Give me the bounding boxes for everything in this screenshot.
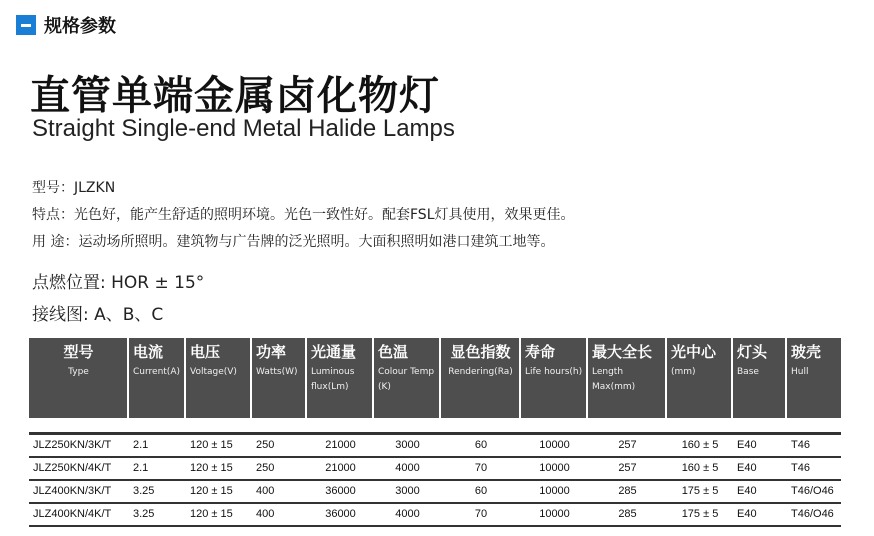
header-cell-base: 灯头 Base [733, 338, 787, 418]
cell-colour-temp: 3000 [395, 485, 420, 497]
cell-light-center: 160 ± 5 [681, 439, 719, 451]
minus-icon[interactable] [16, 15, 36, 35]
cell-base: E40 [737, 462, 757, 474]
cell-hull: T46 [791, 439, 810, 451]
table-row [29, 435, 841, 458]
cell-watts: 250 [256, 439, 275, 451]
cell-length-max: 285 [618, 508, 637, 520]
cell-light-center: 160 ± 5 [681, 462, 719, 474]
burning-position: 点燃位置: HOR ± 15° [32, 273, 205, 293]
cell-type: JLZ250KN/3K/T [33, 439, 112, 451]
cell-luminous-flux: 21000 [325, 462, 356, 474]
cell-type: JLZ250KN/4K/T [33, 462, 112, 474]
product-title-cn: 直管单端金属卤化物灯 [30, 73, 440, 119]
features-line: 特点：光色好，能产生舒适的照明环境。光色一致性好。配套FSL灯具使用，效果更佳。 [32, 207, 575, 223]
header-cell-length-max: 最大全长 Length Max(mm) [588, 338, 667, 418]
cell-rendering: 70 [474, 508, 488, 520]
cell-length-max: 257 [618, 462, 637, 474]
cell-rendering: 60 [474, 485, 488, 497]
cell-type: JLZ400KN/4K/T [33, 508, 112, 520]
cell-life-hours: 10000 [539, 462, 570, 474]
table-row [29, 481, 841, 504]
table-header-row [29, 338, 841, 418]
table-row [29, 458, 841, 481]
cell-life-hours: 10000 [539, 485, 570, 497]
cell-base: E40 [737, 485, 757, 497]
cell-life-hours: 10000 [539, 439, 570, 451]
cell-hull: T46/O46 [791, 508, 834, 520]
usage-line: 用 途：运动场所照明。建筑物与广告牌的泛光照明。大面积照明如港口建筑工地等。 [32, 234, 555, 250]
cell-voltage: 120 ± 15 [190, 485, 233, 497]
section-header [16, 12, 116, 38]
cell-luminous-flux: 36000 [325, 508, 356, 520]
cell-hull: T46 [791, 462, 810, 474]
cell-base: E40 [737, 439, 757, 451]
header-cell-hull: 玻壳 Hull [791, 343, 822, 377]
cell-length-max: 285 [618, 485, 637, 497]
cell-type: JLZ400KN/3K/T [33, 485, 112, 497]
header-cell-luminous-flux: 光通量 Luminous flux(Lm) [307, 338, 374, 418]
header-cell-current: 电流 Current(A) [129, 338, 186, 418]
header-cell-rendering: 显色指数 Rendering(Ra) [441, 338, 521, 418]
cell-voltage: 120 ± 15 [190, 462, 233, 474]
cell-colour-temp: 4000 [395, 462, 420, 474]
cell-voltage: 120 ± 15 [190, 439, 233, 451]
header-cell-voltage: 电压 Voltage(V) [186, 338, 252, 418]
cell-length-max: 257 [618, 439, 637, 451]
header-cell-watts: 功率 Watts(W) [252, 338, 307, 418]
model-line: 型号：JLZKN [32, 180, 116, 196]
cell-life-hours: 10000 [539, 508, 570, 520]
header-cell-life-hours: 寿命 Life hours(h) [521, 338, 588, 418]
cell-hull: T46/O46 [791, 485, 834, 497]
wiring-diagram: 接线图: A、B、C [32, 305, 164, 325]
cell-current: 2.1 [133, 462, 149, 474]
cell-voltage: 120 ± 15 [190, 508, 233, 520]
cell-current: 3.25 [133, 485, 155, 497]
cell-base: E40 [737, 508, 757, 520]
product-title-en: Straight Single-end Metal Halide Lamps [32, 115, 455, 142]
cell-rendering: 60 [474, 439, 488, 451]
header-cell-type: 型号 Type [29, 338, 129, 418]
cell-light-center: 175 ± 5 [681, 485, 719, 497]
cell-light-center: 175 ± 5 [681, 508, 719, 520]
section-title: 规格参数 [44, 16, 116, 37]
cell-luminous-flux: 21000 [325, 439, 356, 451]
cell-colour-temp: 3000 [395, 439, 420, 451]
cell-watts: 400 [256, 485, 275, 497]
cell-rendering: 70 [474, 462, 488, 474]
cell-watts: 400 [256, 508, 275, 520]
cell-current: 3.25 [133, 508, 155, 520]
spec-table [29, 338, 841, 527]
cell-luminous-flux: 36000 [325, 485, 356, 497]
header-cell-colour-temp: 色温 Colour Temp (K) [374, 338, 441, 418]
cell-watts: 250 [256, 462, 275, 474]
header-cell-light-center: 光中心 (mm) [667, 338, 733, 418]
cell-current: 2.1 [133, 439, 149, 451]
cell-colour-temp: 4000 [395, 508, 420, 520]
table-row [29, 504, 841, 527]
